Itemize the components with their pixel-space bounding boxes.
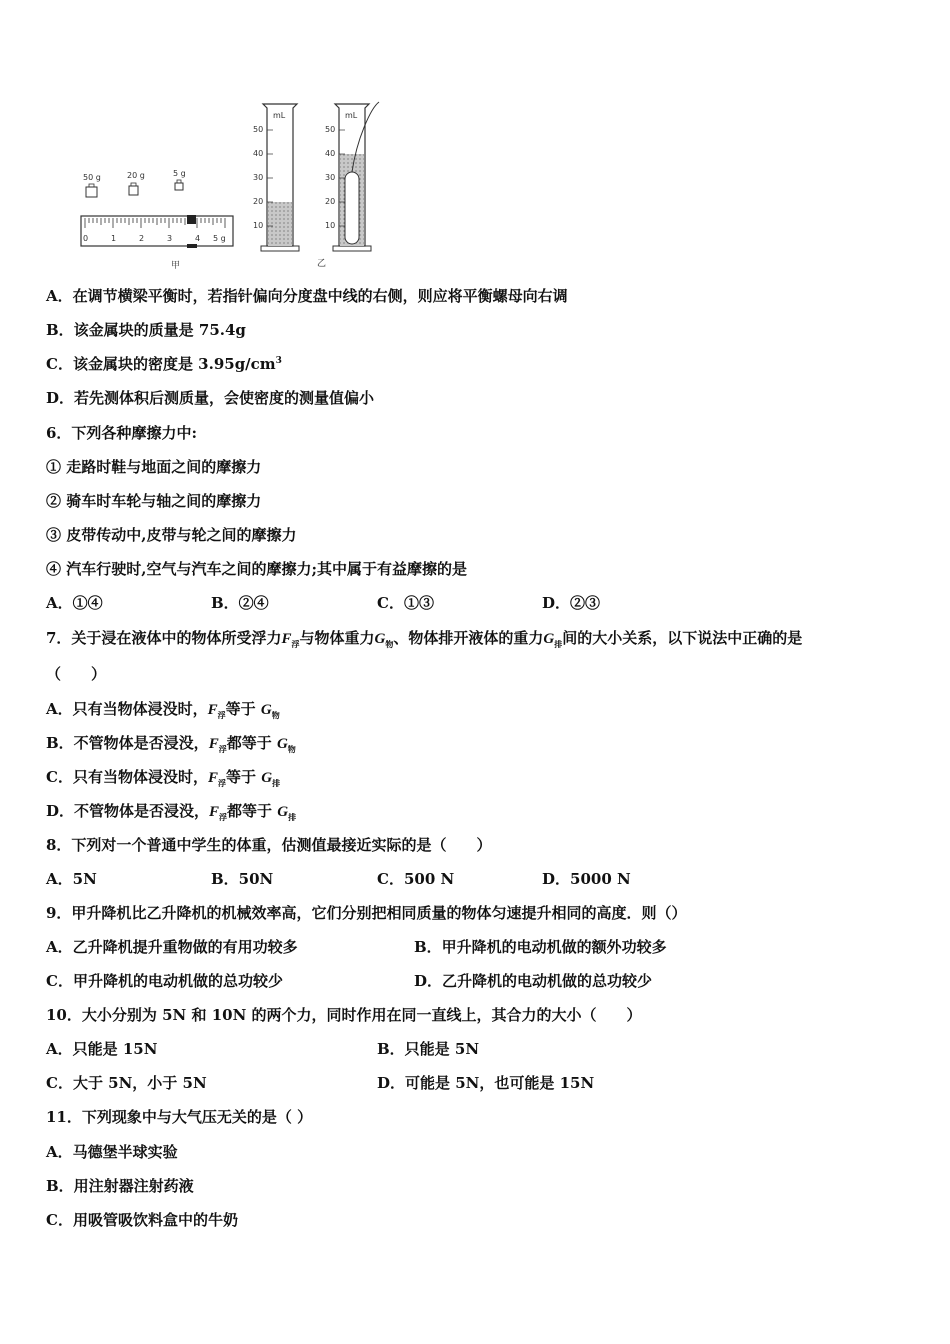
symbol-F: F — [208, 736, 219, 752]
weight-50g-icon — [86, 187, 97, 197]
q7-stem-part1: 7．关于浸在液体中的物体所受浮力 — [46, 629, 282, 647]
q9-stem: 9．甲升降机比乙升降机的机械效率高，它们分别把相同质量的物体匀速提升相同的高度．则（） — [46, 904, 687, 922]
metal-block-icon — [345, 172, 359, 244]
symbol-G: G — [276, 736, 288, 752]
subscript-fu: 浮 — [219, 812, 228, 822]
cyl2-mark-50: 50 — [325, 125, 336, 134]
q10-stem: 10．大小分别为 5N 和 10N 的两个力，同时作用在同一直线上，其合力的大小（ ） — [46, 1006, 642, 1024]
scale-tick-3: 3 — [167, 234, 173, 243]
q7-stem — [46, 628, 802, 649]
weight-label-50g: 50 g — [83, 173, 101, 182]
cyl2-mark-10: 10 — [325, 221, 336, 230]
q9-option-a: A．乙升降机提升重物做的有用功较多 — [46, 938, 298, 956]
q10-option-b: B．只能是 5N — [377, 1040, 480, 1058]
q6-item-2: ② 骑车时车轮与轴之间的摩擦力 — [46, 492, 262, 510]
cyl1-mark-10: 10 — [253, 221, 264, 230]
subscript-fu: 浮 — [291, 639, 300, 649]
weight-5g-icon — [175, 183, 183, 190]
weight-label-20g: 20 g — [127, 171, 145, 180]
q6-item-3: ③ 皮带传动中,皮带与轮之间的摩擦力 — [46, 526, 297, 544]
q7-option-a — [46, 699, 280, 720]
cyl1-mark-40: 40 — [253, 149, 264, 158]
scale-tick-0: 0 — [83, 234, 89, 243]
cyl2-unit: mL — [345, 111, 358, 120]
q6-option-c: C．①③ — [377, 594, 434, 612]
q10-option-a: A．只能是 15N — [46, 1040, 158, 1058]
measuring-cylinder-2 — [317, 102, 379, 269]
subscript-fu: 浮 — [217, 710, 226, 720]
measuring-cylinder-1 — [253, 104, 299, 251]
equals-text: 等于 — [225, 700, 256, 718]
q7-option-b — [46, 733, 296, 754]
subscript-wu: 物 — [385, 639, 394, 649]
cyl2-mark-30: 30 — [325, 173, 336, 182]
q10-option-d: D．可能是 5N，也可能是 15N — [377, 1074, 595, 1092]
label-jia: 甲 — [171, 261, 181, 270]
experiment-figure — [75, 98, 395, 270]
label-yi: 乙 — [317, 259, 327, 269]
weight-20g-icon — [129, 186, 138, 195]
q7-option-a-text: A．只有当物体浸没时， — [46, 700, 208, 718]
symbol-G: G — [260, 702, 272, 718]
scale-tick-2: 2 — [139, 234, 145, 243]
symbol-G: G — [374, 631, 386, 647]
subscript-pai: 排 — [272, 778, 281, 788]
q9-option-d: D．乙升降机的电动机做的总功较少 — [414, 972, 653, 990]
q9-option-b: B．甲升降机的电动机做的额外功较多 — [414, 938, 667, 956]
q8-option-c: C．500 N — [377, 870, 455, 888]
subscript-wu: 物 — [271, 710, 280, 720]
q6-option-b: B．②④ — [211, 594, 269, 612]
q8-stem: 8．下列对一个普通中学生的体重，估测值最接近实际的是（ ） — [46, 836, 492, 854]
q10-option-c: C．大于 5N，小于 5N — [46, 1074, 207, 1092]
q6-option-d: D．②③ — [542, 594, 601, 612]
q7-stem-part3: 、物体排开液体的重力 — [393, 629, 544, 647]
subscript-pai: 排 — [554, 639, 563, 649]
q5-option-c — [46, 354, 282, 374]
symbol-G: G — [261, 770, 273, 786]
cyl1-mark-30: 30 — [253, 173, 264, 182]
q5-option-d: D．若先测体积后测质量，会使密度的测量值偏小 — [46, 389, 375, 407]
q11-option-b: B．用注射器注射药液 — [46, 1177, 194, 1195]
equals-text: 等于 — [225, 768, 256, 786]
q6-stem: 6．下列各种摩擦力中: — [46, 424, 197, 442]
q7-stem-part4: 间的大小关系，以下说法中正确的是 — [562, 629, 803, 647]
cyl1-mark-50: 50 — [253, 125, 264, 134]
q7-option-c-text: C．只有当物体浸没时， — [46, 768, 208, 786]
symbol-G: G — [277, 804, 289, 820]
q8-option-d: D．5000 N — [542, 870, 631, 888]
q7-option-c — [46, 767, 280, 788]
q5-option-c-text: C．该金属块的密度是 3.95g/cm — [46, 355, 276, 373]
q8-option-b: B．50N — [211, 870, 274, 888]
scale-tick-4: 4 — [195, 234, 201, 243]
symbol-F: F — [207, 702, 218, 718]
q11-option-a: A．马德堡半球实验 — [46, 1143, 178, 1161]
all-equals-text: 都等于 — [226, 734, 272, 752]
q5-option-b: B．该金属块的质量是 75.4g — [46, 321, 246, 339]
q7-option-d — [46, 801, 296, 822]
q6-item-1: ① 走路时鞋与地面之间的摩擦力 — [46, 458, 262, 476]
q7-answer-paren: （ ） — [46, 665, 107, 683]
weight-label-5g: 5 g — [173, 169, 186, 178]
q7-stem-part2: 与物体重力 — [299, 629, 375, 647]
cubic-superscript: 3 — [275, 356, 282, 366]
q7-option-d-text: D．不管物体是否浸没， — [46, 802, 210, 820]
symbol-G: G — [543, 631, 555, 647]
q6-option-a: A．①④ — [46, 594, 103, 612]
q7-option-b-text: B．不管物体是否浸没， — [46, 734, 209, 752]
weights-group — [83, 169, 186, 197]
subscript-wu: 物 — [287, 744, 296, 754]
symbol-F: F — [281, 631, 292, 647]
subscript-fu: 浮 — [218, 744, 227, 754]
scale-tick-1: 1 — [111, 234, 117, 243]
cyl2-mark-40: 40 — [325, 149, 336, 158]
q8-option-a: A．5N — [46, 870, 97, 888]
cyl2-mark-20: 20 — [325, 197, 336, 206]
q9-option-c: C．甲升降机的电动机做的总功较少 — [46, 972, 283, 990]
q11-option-c: C．用吸管吸饮料盒中的牛奶 — [46, 1211, 238, 1229]
all-equals-text: 都等于 — [227, 802, 273, 820]
scale-tick-5: 5 g — [213, 234, 226, 243]
q5-option-a: A．在调节横梁平衡时，若指针偏向分度盘中线的右侧，则应将平衡螺母向右调 — [46, 287, 568, 305]
symbol-F: F — [209, 804, 220, 820]
subscript-pai: 排 — [288, 812, 297, 822]
symbol-F: F — [207, 770, 218, 786]
subscript-fu: 浮 — [217, 778, 226, 788]
cyl1-unit: mL — [273, 111, 286, 120]
rider-icon — [187, 215, 196, 224]
cyl1-mark-20: 20 — [253, 197, 264, 206]
q6-item-4: ④ 汽车行驶时,空气与汽车之间的摩擦力;其中属于有益摩擦的是 — [46, 560, 467, 578]
q11-stem: 11．下列现象中与大气压无关的是（ ） — [46, 1108, 313, 1126]
balance-scale-ruler — [81, 215, 233, 270]
